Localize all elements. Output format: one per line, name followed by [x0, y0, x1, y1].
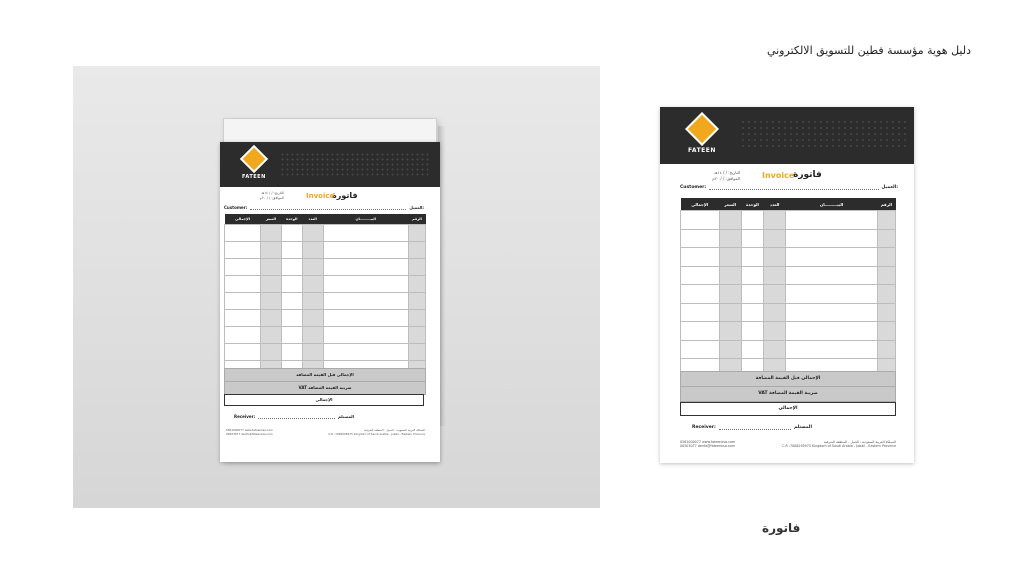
header-pattern	[740, 119, 908, 151]
table-row	[681, 322, 896, 341]
customer-label-ar: العميل:	[409, 205, 424, 210]
address-ar: المملكة العربية السعودية - الجبيل - المنطقة الشرقية	[363, 428, 425, 432]
table-cell	[408, 259, 425, 276]
address-ar: المملكة العربية السعودية - الجبيل - المنطقة الشرقية	[824, 440, 896, 444]
table-cell	[302, 276, 323, 293]
phone-1: 0561000077	[226, 428, 244, 432]
table-cell	[225, 293, 261, 310]
table-cell	[323, 225, 408, 242]
table-cell	[741, 266, 763, 285]
date-block	[680, 170, 740, 181]
table-row	[681, 340, 896, 359]
table-cell	[261, 259, 282, 276]
phone-2: 00503077	[680, 444, 697, 449]
table-cell	[261, 310, 282, 327]
column-header: الرقم	[877, 198, 895, 211]
table-cell	[408, 276, 425, 293]
date-label: التاريخ:	[273, 191, 284, 195]
table-cell	[719, 266, 741, 285]
table-cell	[261, 344, 282, 361]
table-cell	[681, 285, 720, 304]
table-cell	[681, 303, 720, 322]
table-row	[681, 248, 896, 267]
footer-address	[760, 440, 896, 449]
phone-1: 0561000077	[680, 440, 701, 444]
table-cell	[877, 340, 895, 359]
total-before-vat-row: الإجمالي قبل القيمة المضافة	[224, 368, 426, 382]
table-cell	[786, 303, 878, 322]
section-caption: فاتورة	[762, 521, 801, 535]
table-cell	[786, 340, 878, 359]
column-header: الإجمالي	[681, 198, 720, 211]
table-cell	[719, 340, 741, 359]
brand-logo	[242, 149, 266, 180]
table-cell	[261, 225, 282, 242]
table-cell	[741, 248, 763, 267]
customer-label-ar: العميل:	[881, 185, 898, 190]
column-header: البيـــــــــان	[786, 198, 878, 211]
column-header: الوحدة	[281, 214, 302, 225]
table-cell	[225, 225, 261, 242]
table-cell	[786, 229, 878, 248]
brand-logo	[688, 117, 716, 154]
table-cell	[786, 266, 878, 285]
date-block	[224, 191, 284, 201]
column-header: العدد	[302, 214, 323, 225]
table-cell	[741, 340, 763, 359]
table-cell	[302, 242, 323, 259]
column-header: الوحدة	[741, 198, 763, 211]
vat-row: ضريبة القيمة المضافة VAT	[680, 386, 896, 402]
table-cell	[764, 285, 786, 304]
table-cell	[786, 248, 878, 267]
table-row	[225, 327, 426, 344]
table-cell	[302, 310, 323, 327]
table-cell	[681, 211, 720, 230]
equiv-date-label: الموافق:	[725, 175, 740, 181]
receiver-label-ar: المستلم	[337, 414, 354, 419]
table-cell	[764, 322, 786, 341]
table-cell	[877, 211, 895, 230]
table-cell	[281, 242, 302, 259]
logo-mark	[685, 112, 719, 146]
table-cell	[261, 327, 282, 344]
invoice-title-en: Invoice	[306, 192, 335, 200]
table-cell	[323, 276, 408, 293]
column-header: الإجمالي	[225, 214, 261, 225]
table-cell	[302, 259, 323, 276]
brand-name: FATEEN	[688, 147, 716, 154]
table-cell	[302, 225, 323, 242]
table-cell	[786, 322, 878, 341]
column-header: الرقم	[408, 214, 425, 225]
table-cell	[786, 211, 878, 230]
date-value: / / ١٤هـ	[714, 170, 727, 175]
equiv-date-label: الموافق:	[271, 195, 284, 200]
table-cell	[281, 344, 302, 361]
footer-contacts	[226, 429, 296, 437]
footer-contacts	[680, 440, 760, 449]
table-cell	[225, 259, 261, 276]
table-cell	[323, 310, 408, 327]
table-row	[681, 303, 896, 322]
table-row	[681, 266, 896, 285]
table-cell	[741, 303, 763, 322]
table-cell	[323, 259, 408, 276]
date-label: التاريخ:	[728, 170, 740, 175]
table-cell	[408, 310, 425, 327]
table-cell	[225, 310, 261, 327]
table-cell	[408, 242, 425, 259]
cr-number: C.R :7008295975	[328, 431, 353, 436]
invoice-title-ar: فاتورة	[793, 170, 822, 180]
column-header: السعر	[261, 214, 282, 225]
table-cell	[225, 327, 261, 344]
table-cell	[261, 293, 282, 310]
email: denfo@fateenksa.com	[697, 444, 735, 449]
table-cell	[764, 211, 786, 230]
vat-row: ضريبة القيمة المضافة VAT	[224, 381, 426, 395]
page-title: دليل هوية مؤسسة فطين للتسويق الالكتروني	[766, 44, 971, 57]
table-row	[225, 310, 426, 327]
website: www.fateenksa.com	[244, 428, 273, 432]
table-cell	[719, 248, 741, 267]
grand-total-row: الإجمالي	[224, 394, 424, 406]
table-row	[681, 229, 896, 248]
equiv-date-value: / / ٢٠م	[712, 175, 725, 181]
receiver-label-en: Receiver:	[692, 425, 716, 430]
table-cell	[764, 303, 786, 322]
table-cell	[719, 229, 741, 248]
table-header-row	[225, 214, 426, 225]
table-cell	[408, 293, 425, 310]
customer-label-en: Customer:	[224, 205, 248, 210]
table-cell	[719, 303, 741, 322]
table-cell	[877, 322, 895, 341]
column-header: السعر	[719, 198, 741, 211]
table-cell	[719, 322, 741, 341]
invoice-mockup-sheet	[220, 142, 440, 462]
table-row	[225, 276, 426, 293]
table-cell	[719, 285, 741, 304]
cr-number: C.R :7008295975	[782, 444, 811, 449]
table-cell	[323, 242, 408, 259]
table-cell	[681, 229, 720, 248]
table-cell	[261, 242, 282, 259]
table-cell	[877, 266, 895, 285]
table-cell	[281, 310, 302, 327]
column-header: البيـــــــــان	[323, 214, 408, 225]
table-row	[681, 285, 896, 304]
brand-name: FATEEN	[242, 174, 266, 180]
table-cell	[225, 276, 261, 293]
address-en: Kingdom of Saudi Arabia - Jubail - Eastern Province	[812, 444, 896, 449]
table-cell	[877, 285, 895, 304]
footer-address	[300, 429, 425, 437]
phone-2: 00503077	[226, 431, 241, 436]
table-cell	[741, 322, 763, 341]
equiv-date-value: / / ٢٠م	[259, 195, 271, 200]
invoice-header-band	[220, 142, 440, 187]
address-en: Kingdom of Saudi Arabia - Jubail - Eastern Province	[353, 431, 425, 436]
table-cell	[681, 340, 720, 359]
customer-line	[224, 205, 424, 210]
customer-line	[680, 185, 898, 190]
table-row	[225, 225, 426, 242]
table-cell	[877, 303, 895, 322]
table-cell	[281, 276, 302, 293]
table-row	[225, 344, 426, 361]
table-row	[225, 242, 426, 259]
table-cell	[261, 276, 282, 293]
table-cell	[764, 248, 786, 267]
table-cell	[877, 248, 895, 267]
table-cell	[764, 229, 786, 248]
table-cell	[323, 344, 408, 361]
table-row	[225, 259, 426, 276]
table-cell	[681, 248, 720, 267]
invoice-flat-sheet	[660, 107, 914, 463]
table-cell	[225, 344, 261, 361]
table-cell	[741, 285, 763, 304]
table-cell	[764, 340, 786, 359]
table-cell	[323, 327, 408, 344]
column-header: العدد	[764, 198, 786, 211]
table-cell	[681, 322, 720, 341]
total-before-vat-row: الإجمالي قبل القيمة المضافة	[680, 371, 896, 387]
table-cell	[681, 266, 720, 285]
table-cell	[281, 327, 302, 344]
receiver-line	[692, 425, 812, 430]
email: denfo@fateenksa.com	[241, 431, 273, 436]
table-cell	[719, 211, 741, 230]
invoice-title-en: Invoice	[762, 171, 795, 180]
table-cell	[281, 225, 302, 242]
invoice-pad-mockup	[73, 66, 600, 508]
items-table	[680, 198, 896, 396]
invoice-header-band	[660, 107, 914, 164]
table-cell	[408, 225, 425, 242]
table-cell	[225, 242, 261, 259]
table-row	[225, 293, 426, 310]
website: www.fateenksa.com	[702, 440, 736, 444]
table-cell	[741, 229, 763, 248]
table-cell	[786, 285, 878, 304]
table-cell	[741, 211, 763, 230]
table-cell	[302, 293, 323, 310]
table-cell	[281, 293, 302, 310]
table-cell	[408, 344, 425, 361]
table-cell	[281, 259, 302, 276]
receiver-label-ar: المستلم	[793, 425, 812, 430]
table-cell	[408, 327, 425, 344]
header-pattern	[280, 152, 430, 176]
table-cell	[323, 293, 408, 310]
table-cell	[877, 229, 895, 248]
receiver-line	[234, 414, 354, 419]
table-cell	[302, 327, 323, 344]
table-cell	[302, 344, 323, 361]
customer-label-en: Customer:	[680, 185, 707, 190]
grand-total-row: الإجمالي	[680, 402, 896, 416]
logo-mark	[240, 145, 268, 173]
invoice-title-ar: فاتورة	[332, 191, 358, 200]
table-header-row	[681, 198, 896, 211]
table-row	[681, 211, 896, 230]
receiver-label-en: Receiver:	[234, 414, 256, 419]
date-value: / / ١٤هـ	[261, 191, 273, 195]
table-cell	[764, 266, 786, 285]
